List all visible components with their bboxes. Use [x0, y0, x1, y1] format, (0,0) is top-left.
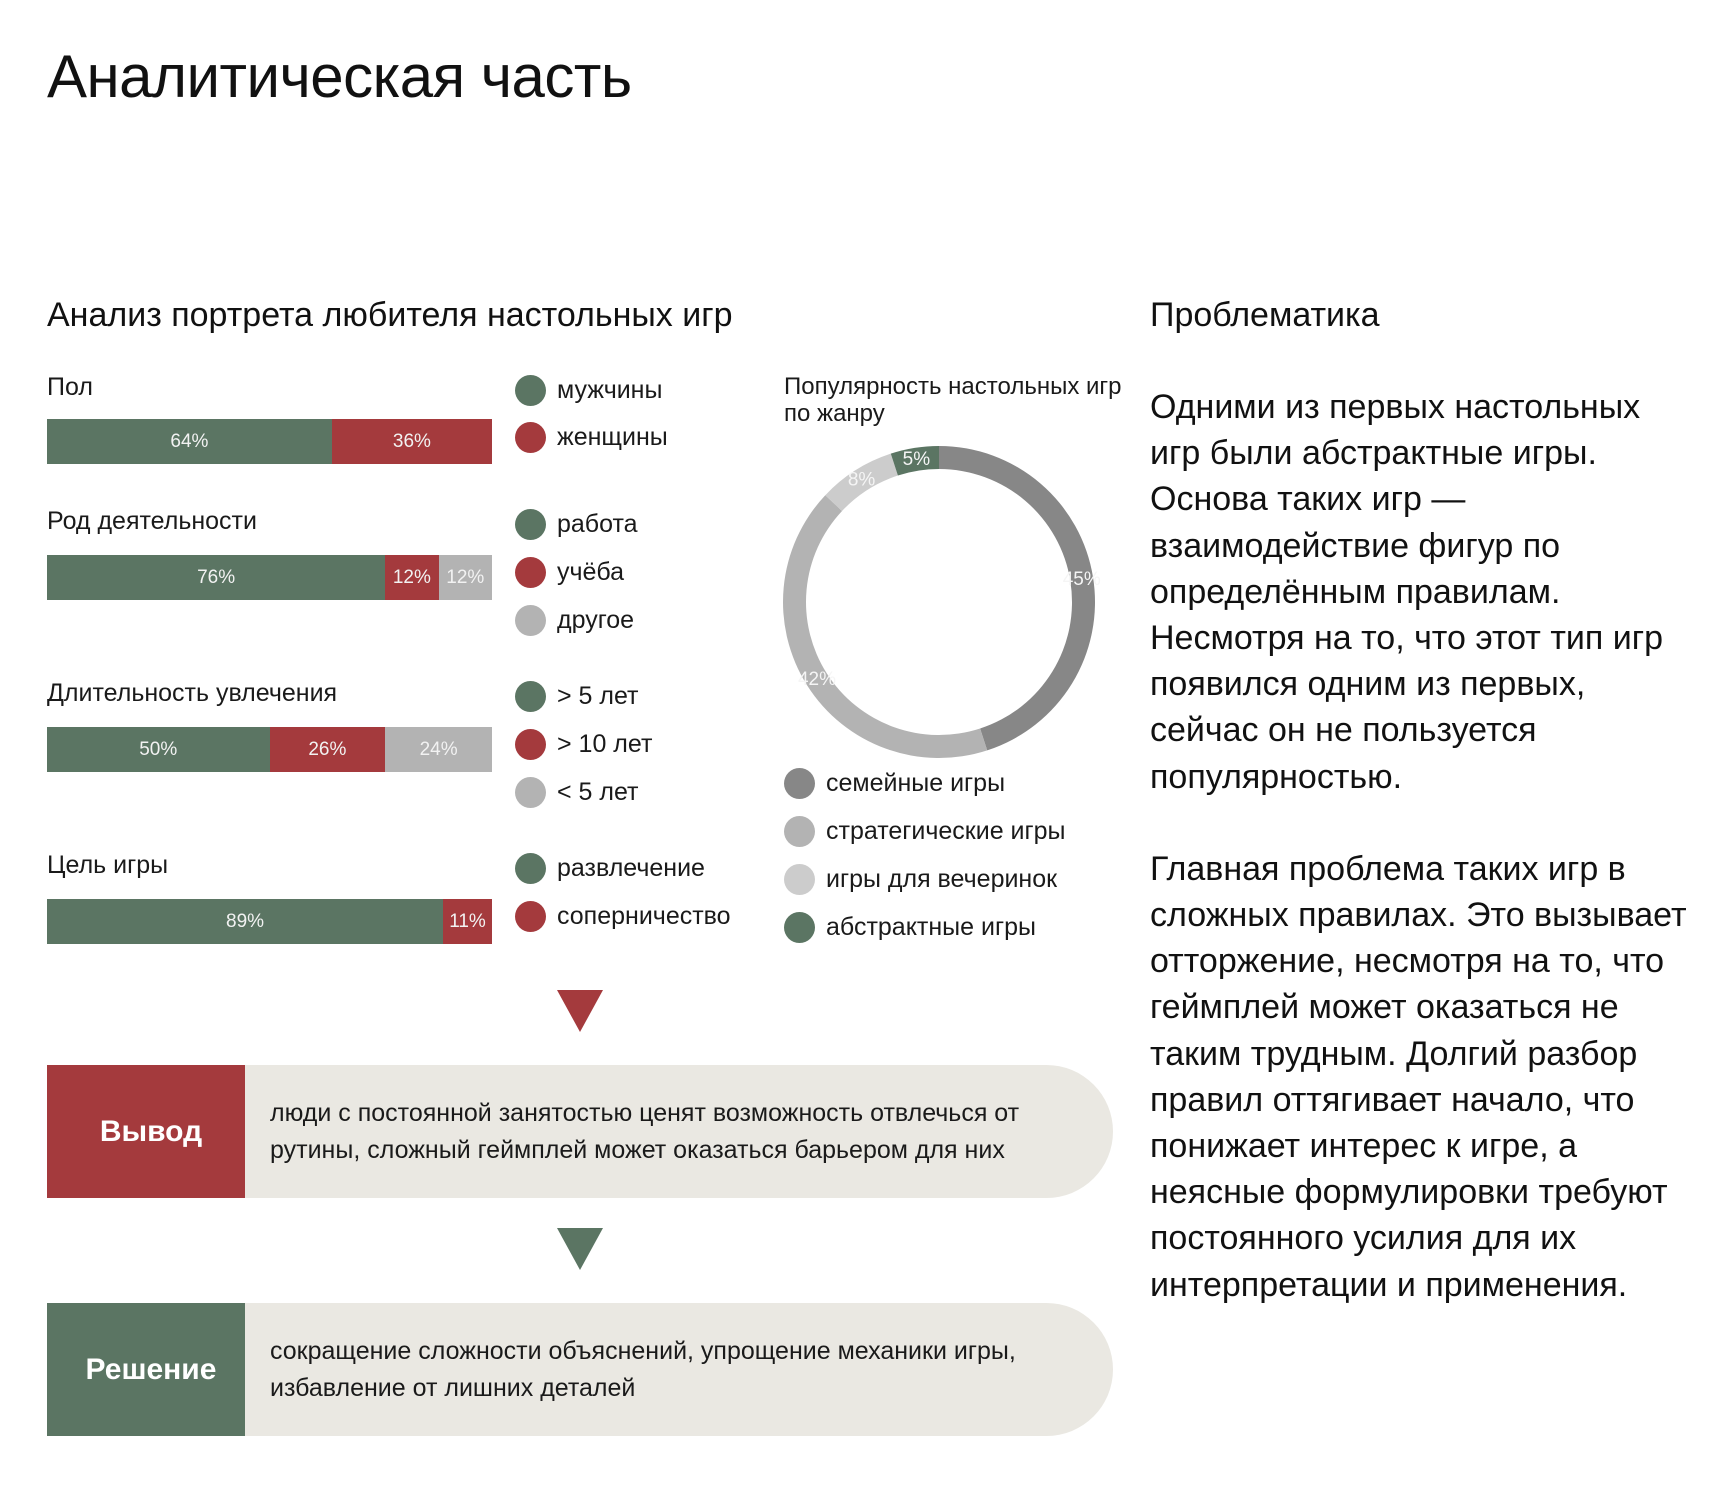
donut-chart [783, 446, 1101, 758]
chart-gender-bar [47, 419, 492, 464]
legend-label: соперничество [557, 901, 731, 930]
bar-segment: 24% [385, 727, 492, 772]
legend-swatch [515, 681, 546, 712]
legend-swatch [515, 777, 546, 808]
page-title: Аналитическая часть [47, 43, 632, 110]
arrow-down-icon [557, 990, 603, 1032]
legend-item [515, 603, 634, 637]
bar-segment: 11% [443, 899, 492, 944]
donut-slice-label: 45% [1062, 568, 1101, 590]
donut-slice-label: 8% [847, 469, 876, 491]
bar-segment: 36% [332, 419, 492, 464]
arrow-down-icon [557, 1228, 603, 1270]
chart-occupation-bar [47, 555, 492, 600]
legend-label: стратегические игры [826, 816, 1066, 845]
legend-swatch [515, 557, 546, 588]
bar-segment: 12% [385, 555, 438, 600]
legend-swatch [515, 853, 546, 884]
legend-label: < 5 лет [557, 777, 639, 806]
legend-item [515, 507, 638, 541]
legend-swatch [515, 422, 546, 453]
chart-duration-title: Длительность увлечения [47, 679, 338, 707]
legend-label: учёба [557, 557, 625, 586]
conclusion-block [47, 1065, 1113, 1198]
legend-label: развлечение [557, 853, 705, 882]
chart-goal-title: Цель игры [47, 851, 169, 879]
legend-item [515, 775, 639, 809]
legend-label: > 10 лет [557, 729, 653, 758]
bar-segment: 12% [439, 555, 492, 600]
section-title: Анализ портрета любителя настольных игр [47, 296, 733, 334]
bar-segment: 50% [47, 727, 270, 772]
chart-duration-bar [47, 727, 492, 772]
legend-item [515, 679, 639, 713]
legend-swatch [515, 729, 546, 760]
legend-swatch [784, 816, 815, 847]
legend-label: абстрактные игры [826, 912, 1036, 941]
legend-item [784, 814, 1066, 848]
donut-slice-label: 42% [797, 668, 837, 690]
legend-item [784, 910, 1036, 944]
legend-swatch [515, 509, 546, 540]
problem-paragraph: Одними из первых настольных игр были абстрактные игры. Основа таких игр — взаимодействие фигур по определённым правилам. Несмотря на то, что этот тип игр появился одним из первых, сейчас он не пользуется популярностью. [1150, 388, 1664, 796]
chart-occupation-title: Род деятельности [47, 507, 257, 535]
legend-swatch [784, 864, 815, 895]
conclusion-text: люди с постоянной занятостью ценят возможность отвлечься от рутины, сложный геймплей может оказаться барьером для них [270, 1098, 1020, 1164]
bar-segment: 76% [47, 555, 385, 600]
legend-swatch [515, 375, 546, 406]
bar-segment: 89% [47, 899, 443, 944]
legend-item [515, 555, 624, 589]
legend-swatch [784, 768, 815, 799]
problem-text [1150, 384, 1695, 1308]
legend-item [515, 851, 705, 885]
legend-item [515, 373, 662, 407]
legend-label: > 5 лет [557, 681, 639, 710]
legend-item [515, 420, 668, 454]
legend-item [515, 899, 731, 933]
legend-label: семейные игры [826, 768, 1006, 797]
donut-chart-title: Популярность настольных игр по жанру [784, 373, 1122, 427]
solution-text: сокращение сложности объяснений, упрощение механики игры, избавление от лишних деталей [270, 1336, 1016, 1402]
chart-gender-title: Пол [47, 373, 93, 401]
legend-item [784, 862, 1057, 896]
bar-segment: 26% [270, 727, 386, 772]
problem-title: Проблематика [1150, 296, 1380, 334]
bar-segment: 64% [47, 419, 332, 464]
legend-swatch [515, 605, 546, 636]
solution-label: Решение [47, 1303, 245, 1436]
donut-slice [783, 495, 987, 758]
legend-label: женщины [557, 422, 668, 451]
legend-swatch [784, 912, 815, 943]
chart-goal-bar [47, 899, 492, 944]
legend-swatch [515, 901, 546, 932]
legend-item [515, 727, 652, 761]
conclusion-label: Вывод [47, 1065, 245, 1198]
legend-label: работа [557, 509, 638, 538]
legend-label: игры для вечеринок [826, 864, 1058, 893]
legend-label: мужчины [557, 375, 663, 404]
donut-slice [939, 446, 1095, 750]
solution-block [47, 1303, 1113, 1436]
legend-item [784, 766, 1005, 800]
legend-label: другое [557, 605, 635, 634]
problem-paragraph: Главная проблема таких игр в сложных правилах. Это вызывает отторжение, несмотря на то, что геймплей может оказаться не таким трудным. Долгий разбор правил оттягивает начало, что понижает интерес к игре, а неясные формулировки требуют постоянного усилия для их интерпретации и применения. [1150, 849, 1687, 1304]
donut-slice-label: 5% [902, 448, 931, 470]
